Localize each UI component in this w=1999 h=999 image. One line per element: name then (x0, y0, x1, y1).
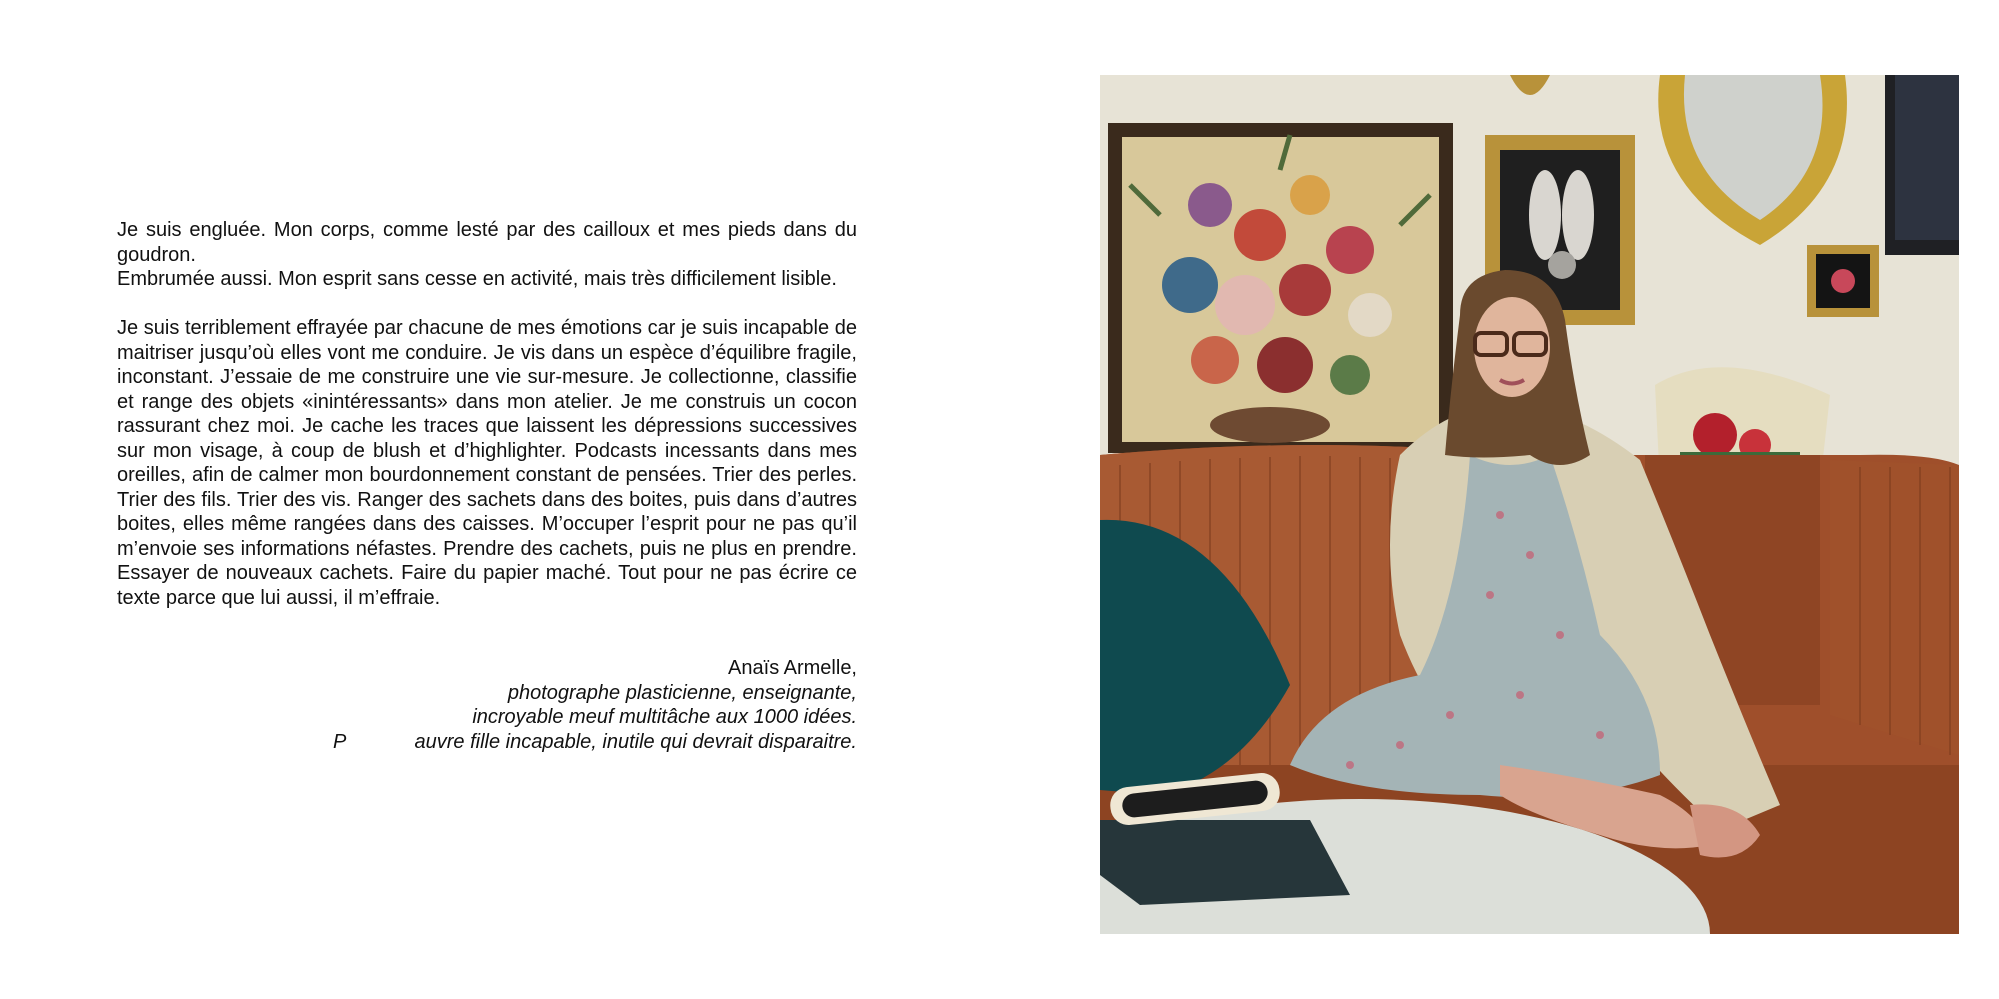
paragraph-2: Je suis terriblement effrayée par chacune de mes émotions car je suis incapable de maitriser jusqu’où elles vont me conduire. Je vis dans un espèce d’équilibre fragile, inconstant. J’essaie de me construire une vie sur-mesure. Je collectionne, classifie et range des objets «inintéressants» dans mon atelier. Je me construis un cocon rassurant chez moi. Je cache les traces que laissent les dépressions successives sur mon visage, à coup de blush et d’highlighter. Podcasts incessants dans mes oreilles, afin de calmer mon bourdonnement constant de pensées. Trier des perles. Trier des fils. Trier des vis. Ranger des sachets dans des boites, puis dans d’autres boites, elles même rangées dans des caisses. M’occuper l’esprit pour ne pas qu’il m’envoie ses informations néfastes. Prendre des cachets, puis ne plus en prendre. Essayer de nouveaux cachets. Faire du papier maché. Tout pour ne pas écrire ce texte parce que lui aussi, il m’effraie. (117, 317, 857, 609)
signature-block (117, 656, 857, 754)
author-role-3: auvre fille incapable, inutile qui devrait disparaitre. (414, 730, 857, 753)
portrait-illustration (1100, 75, 1959, 934)
drop-initial: P (333, 730, 347, 753)
author-role-1: photographe plasticienne, enseignante, (507, 681, 857, 704)
body-text (117, 218, 857, 610)
book (1100, 820, 1350, 905)
portrait-photo (1100, 75, 1959, 934)
author-role-3-line (117, 730, 857, 755)
paragraph-1-line-1: Je suis engluée. Mon corps, comme lesté par des cailloux et mes pieds dans du goudron. (117, 219, 857, 266)
paragraph-1-line-2: Embrumée aussi. Mon esprit sans cesse en activité, mais très difficilement lisible. (117, 268, 837, 290)
author-name: Anaïs Armelle, (728, 657, 857, 679)
author-role-2: incroyable meuf multitâche aux 1000 idées. (472, 706, 857, 728)
